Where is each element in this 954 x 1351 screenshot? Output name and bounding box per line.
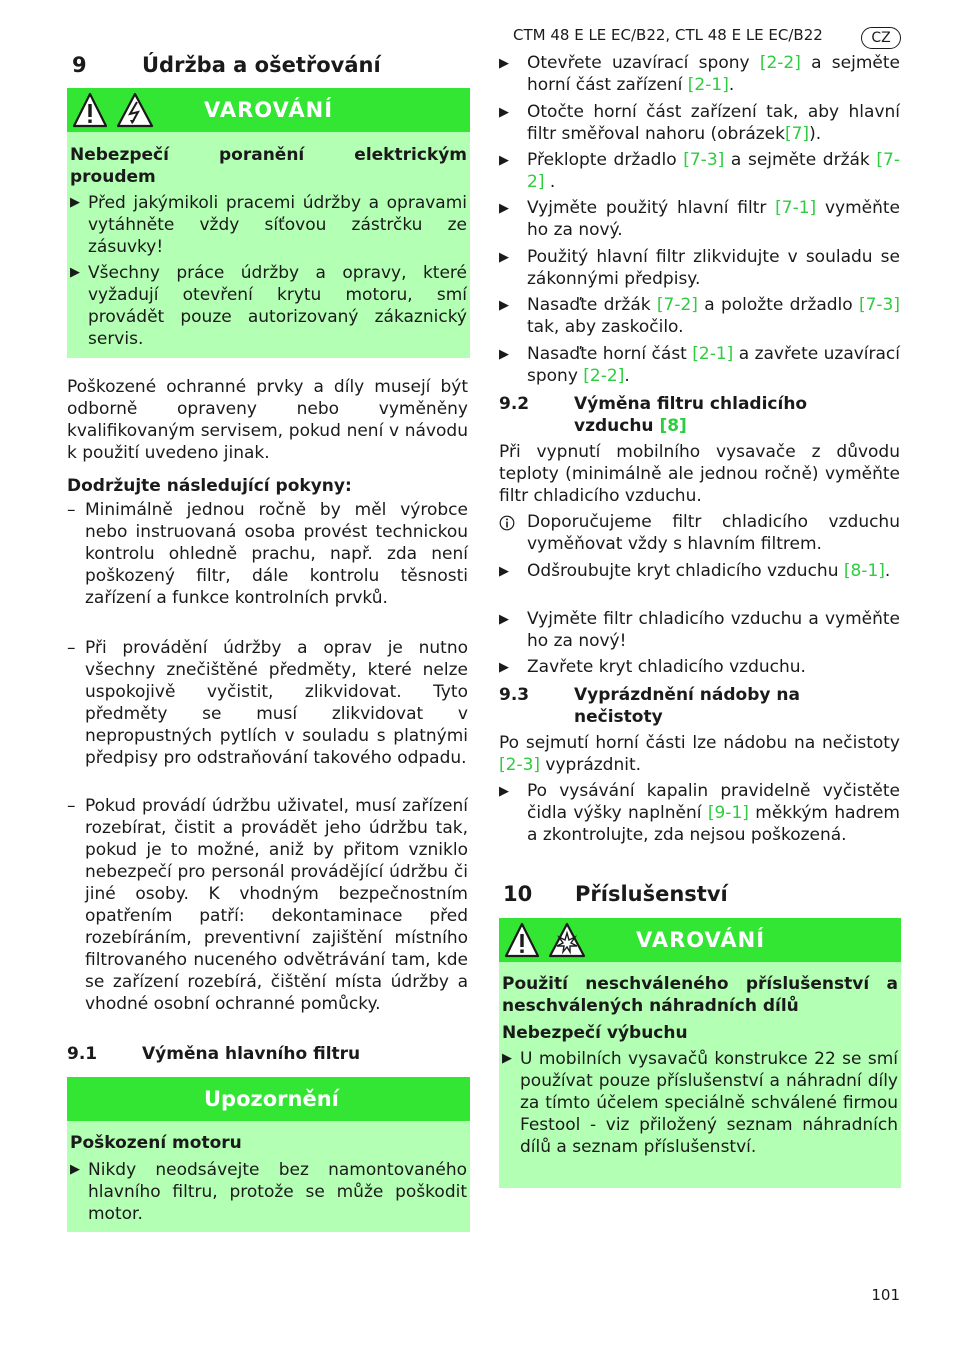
section-10-heading (503, 881, 903, 907)
step-text-part: . (884, 561, 891, 581)
section-9-heading (72, 52, 472, 78)
step-text (527, 197, 900, 241)
notice-item-text: Nikdy neodsávejte bez namontovaného hlavního filtru, protože se může poškodit motor. (88, 1160, 467, 1224)
step-text-part: Vyjměte filtr chladicího vzduchu a vyměňte ho za nový! (527, 609, 900, 651)
step-text-part: Otevřete uzavírací spony (527, 53, 760, 73)
figure-reference: [2-3] (499, 755, 541, 775)
warning-bar (67, 88, 470, 132)
bullet-icon: ▶ (70, 1162, 80, 1177)
notice-box-motor (67, 1077, 470, 1232)
figure-reference: [8] (659, 416, 687, 436)
rule-item-text: Při provádění údržby a oprav je nutno všechny znečištěné předměty, které nelze uspokojivě vyčistit, zlikvidovat. Tyto předměty se musí zlikvidovat v nepropustných pytlích v souladu s platnými předpisy pro odstraňování takového odpadu. (85, 638, 468, 768)
step-text-part: Překlopte držadlo (527, 150, 684, 170)
step-text-part: a zavřete uzavírací spony (527, 344, 901, 386)
notice-title: Upozornění (204, 1087, 339, 1111)
warning-triangle-icon (504, 922, 540, 958)
step-text-part: tak, aby zaskočilo. (527, 317, 684, 337)
figure-reference: [7-3] (858, 295, 900, 315)
electric-shock-icon (116, 92, 154, 128)
warning-item (70, 192, 467, 258)
subsection-title (574, 393, 814, 437)
arrow-icon: ▶ (499, 612, 509, 627)
rules-heading: Dodržujte následující pokyny: (67, 476, 352, 496)
rule-item (67, 637, 468, 791)
step-item (499, 52, 900, 96)
section-title: Příslušenství (575, 882, 728, 906)
rule-item-text: Minimálně jednou ročně by měl výrobce nebo instruovaná osoba provést technickou kontrolu ohledně prachu, např. zda není poškozený filtr, dále kontrolu těsnosti zařízení a funkce kontrolních prvků. (85, 500, 468, 608)
warning-subheading: Nebezpečí výbuchu (502, 1023, 688, 1043)
step-text (527, 656, 900, 678)
step-text-part: ). (809, 124, 822, 144)
step-text (527, 52, 900, 96)
warning-heading-text: Nebezpečí poranění elektrickým proudem (70, 145, 467, 187)
step-text (527, 294, 900, 338)
notice-bar (67, 1077, 470, 1121)
step-text-part: Nasaďte horní část (527, 344, 693, 364)
section-number: 10 (503, 882, 533, 906)
dash-marker: – (67, 638, 76, 658)
subsection-9-2-heading (499, 393, 900, 437)
warning-item-text: Před jakýmikoli pracemi údržby a opravami vytáhněte vždy síťovou zástrčku ze zásuvky! (88, 193, 467, 257)
arrow-icon: ▶ (499, 660, 509, 675)
step-text (527, 149, 900, 193)
step-item (499, 294, 900, 338)
step-text-part: Nasaďte držák (527, 295, 657, 315)
arrow-icon: ▶ (499, 784, 509, 799)
step-item (499, 780, 900, 868)
step-item (499, 560, 900, 604)
subsection-number: 9.1 (67, 1044, 98, 1064)
arrow-icon: ▶ (499, 347, 509, 362)
step-text-part: vyměňte ho za nový. (527, 198, 900, 240)
figure-reference: [7-1] (775, 198, 817, 218)
tip-text: Doporučujeme filtr chladicího vzduchu vyměňovat vždy s hlavním filtrem. (527, 512, 900, 554)
warning-triangle-icon (72, 92, 108, 128)
step-text-part: . (544, 172, 556, 192)
paragraph-text: Po sejmutí horní části lze nádobu na nečistoty (499, 733, 900, 753)
bullet-icon: ▶ (70, 195, 80, 210)
step-item (499, 101, 900, 145)
subsection-9-3-heading (499, 684, 900, 728)
tip-note (499, 511, 900, 555)
step-text (527, 780, 900, 846)
step-item (499, 246, 900, 290)
subsection-title: Výměna hlavního filtru (142, 1044, 361, 1064)
info-icon (499, 515, 515, 531)
header-model: CTM 48 E LE EC/B22, CTL 48 E LE EC/B22 (513, 26, 823, 44)
warning-box-electric (67, 88, 470, 358)
subsection-title: Vyprázdnění nádoby na nečistoty (574, 685, 800, 727)
subsection-title-text: Výměna filtru chladicího vzduchu (574, 394, 808, 436)
step-item (499, 343, 900, 387)
cooling-filter-paragraph: Při vypnutí mobilního vysavače z důvodu teploty (minimálně ale jednou ročně) vyměňte filtr chladicího vzduchu. (499, 442, 900, 506)
step-text-part: Použitý hlavní filtr zlikvidujte v souladu se zákonnými předpisy. (527, 247, 900, 289)
dash-marker: – (67, 796, 76, 816)
bullet-icon: ▶ (70, 265, 80, 280)
arrow-icon: ▶ (499, 201, 509, 216)
figure-reference: [2-2] (759, 53, 801, 73)
step-text (527, 608, 900, 652)
step-item (499, 197, 900, 241)
arrow-icon: ▶ (499, 56, 509, 71)
rule-item-text: Pokud provádí údržbu uživatel, musí zařízení rozebírat, čistit a provádět jeho údržbu tak, pokud je to možné, aniž by přitom vzniklo nebezpečí pro personál provádějící údržbu či jiné osoby. K vhodným bezpečnostním opatřením patří: dekontaminace před rozebíráním, preventivní zajištění místního filtrovaného nuceného odvětrávání tam, kde se zařízení rozebírá, čištění místa údržby a vhodné osobní ochranné pomůcky. (85, 796, 468, 1014)
step-text-part: Odšroubujte kryt chladicího vzduchu (527, 561, 844, 581)
step-text-part: měkkým hadrem a zkontrolujte, zda nejsou poškozená. (527, 803, 900, 845)
section-number: 9 (72, 53, 87, 77)
warning-item (70, 262, 467, 350)
step-text-part: . (728, 75, 735, 95)
warning-box-accessories (499, 918, 901, 1188)
warning-item-text: Všechny práce údržby a opravy, které vyžadují otevření krytu motoru, smí provádět pouze autorizovaný zákaznický servis. (88, 263, 467, 349)
warning-item (502, 1048, 898, 1180)
subsection-9-1-heading (67, 1043, 470, 1065)
rule-item (67, 499, 468, 631)
warning-bar (499, 918, 901, 962)
figure-reference: [2-2] (583, 366, 625, 386)
figure-reference: [7] (784, 124, 810, 144)
figure-reference: [8-1] (843, 561, 885, 581)
step-text-part: a sejměte držák (724, 150, 877, 170)
step-item (499, 608, 900, 652)
figure-reference: [7-2] (527, 150, 900, 192)
step-text-part: Otočte horní část zařízení tak, aby hlavní filtr směřoval nahoru (obrázek (527, 102, 900, 144)
subsection-number: 9.2 (499, 394, 530, 414)
arrow-icon: ▶ (499, 298, 509, 313)
paragraph-damaged-parts: Poškozené ochranné prvky a díly musejí být odborně opraveny nebo vyměněny kvalifikovaným servisem, pokud není v návodu k použití uvedeno jinak. (67, 377, 468, 463)
dash-marker: – (67, 500, 76, 520)
figure-reference: [7-3] (683, 150, 725, 170)
bullet-icon: ▶ (502, 1051, 512, 1066)
rule-item (67, 795, 468, 1037)
page-number: 101 (871, 1286, 900, 1304)
warning-heading (70, 144, 467, 188)
language-badge: CZ (861, 27, 901, 49)
warning-heading: Použití neschváleného příslušenství a neschválených náhradních dílů (502, 974, 898, 1016)
warning-title: VAROVÁNÍ (204, 98, 334, 122)
arrow-icon: ▶ (499, 105, 509, 120)
step-text (527, 246, 900, 290)
subsection-number: 9.3 (499, 685, 530, 705)
explosion-hazard-icon (548, 922, 586, 958)
notice-item (70, 1159, 467, 1225)
empty-container-paragraph (499, 732, 900, 776)
step-text (527, 560, 900, 582)
notice-heading: Poškození motoru (70, 1133, 242, 1153)
step-item (499, 656, 900, 678)
arrow-icon: ▶ (499, 564, 509, 579)
step-text-part: Vyjměte použitý hlavní filtr (527, 198, 776, 218)
warning-item-text: U mobilních vysavačů konstrukce 22 se smí používat pouze příslušenství a náhradní díly za tímto účelem speciálně schválené firmou Festool - viz přiložený seznam náhradních dílů a seznam příslušenství. (520, 1049, 898, 1157)
figure-reference: [2-1] (687, 75, 729, 95)
warning-title: VAROVÁNÍ (636, 928, 766, 952)
figure-reference: [7-2] (656, 295, 698, 315)
step-text-part: a sejměte horní část zařízení (527, 53, 900, 95)
step-text (527, 101, 900, 145)
section-title: Údržba a ošetřování (142, 53, 381, 77)
step-text-part: Zavřete kryt chladicího vzduchu. (527, 657, 806, 677)
step-text-part: . (624, 366, 630, 386)
paragraph-text: vyprázdnit. (540, 755, 642, 775)
figure-reference: [9-1] (707, 803, 749, 823)
step-text-part: Po vysávání kapalin pravidelně vyčistěte čidla výšky naplnění (527, 781, 900, 823)
arrow-icon: ▶ (499, 250, 509, 265)
figure-reference: [2-1] (692, 344, 734, 364)
step-text (527, 343, 900, 387)
arrow-icon: ▶ (499, 153, 509, 168)
step-item (499, 149, 900, 193)
step-text-part: a položte držadlo (697, 295, 859, 315)
